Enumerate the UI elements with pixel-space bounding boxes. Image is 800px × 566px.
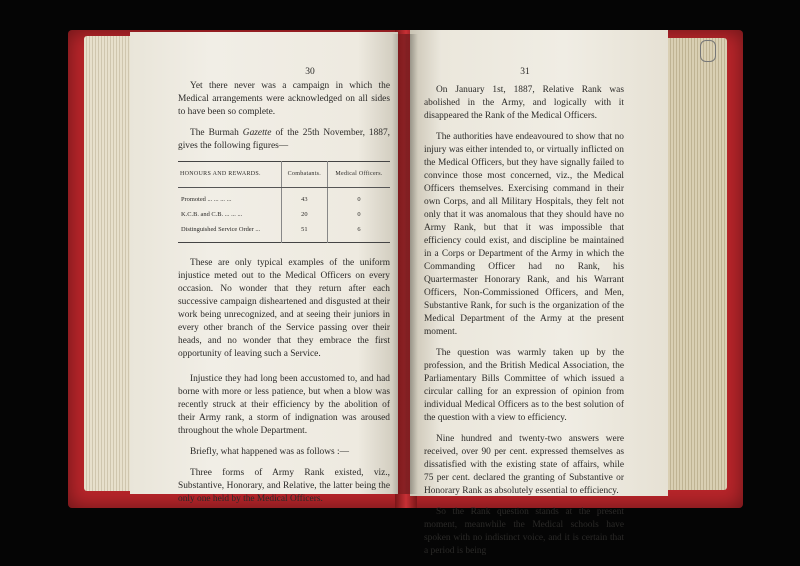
page-edges-left [84,36,134,491]
row-label: K.C.B. and C.B. ... ... ... [181,211,243,218]
row-label: Distinguished Service Order ... [181,226,261,233]
paragraph: Injustice they had long been accustomed to, and had borne with more or less patience, but when a blow was recently struck at their efficiency by the abolition of their Army rank, a storm of indignation was aroused throughout the whole Department. [178,374,390,436]
left-page-text [178,80,390,514]
table-row [178,222,390,243]
table-header-row [178,162,390,188]
paragraph: Three forms of Army Rank existed, viz., Substantive, Honorary, and Relative, the latter being the only one held by the Medical Officers. [178,468,390,504]
column-header: HONOURS AND REWARDS. [178,162,281,188]
gazette-intro-start: The Burmah [190,128,243,138]
paragraph: Yet there never was a campaign in which the Medical arrangements were acknowledged on all sides to have been so complete. [178,81,390,117]
combatants-cell: 20 [281,207,327,222]
table-row [178,207,390,222]
paragraph: Briefly, what happened was as follows :— [190,447,349,457]
medical-cell: 0 [328,188,390,208]
page-edges-right [665,38,727,490]
paragraph: The authorities have endeavoured to show that no injury was either intended to, or virtually inflicted on the Medical Officers, but they have signally failed to convince those most concerned, viz., the Medical Officers themselves. Exercising command in their own Corps, and all Military Hospitals, they felt not only that it was anomalous that they should have no Army Rank, but that it was impossible that efficiency could exist, and discipline be maintained in a Corps or Department of the Army in which the Commanding Officer had no Rank, his Quartermaster Honorary Rank, and his Warrant Officers, Non-Commissioned Officers, and Men, Substantive Rank, for such is the organization of the Medical Department of the Army at the present moment. [424,132,624,337]
gazette-intro [178,127,390,153]
right-page [410,30,668,556]
column-header: Medical Officers. [328,162,390,188]
gazette-intro-end: of the 25th November, 1887, gives the following figures— [178,128,391,151]
medical-cell: 6 [328,222,390,243]
right-page-text [424,84,624,566]
paragraph: The question was warmly taken up by the profession, and the British Medical Association, the Parliamentary Bills Committee of which issued a circular calling for an expression of opinion from individual Medical Officers as to the best solution of the question with a view to efficiency. [424,348,624,423]
paragraph: These are only typical examples of the uniform injustice meted out to the Medical Officers on every occasion. No wonder that they return after each successive campaign disheartened and disgusted at their work being unrecognized, and at seeing their juniors in every other branch of the Service passing over their heads, and no wonder that they embrace the first opportunity of leaving such a Service. [178,258,390,359]
table-row [178,188,390,208]
row-label: Promoted ... ... ... ... [181,196,232,203]
paragraph: So the Rank question stands at the present moment, meanwhile the Medical schools have spoken with no indistinct voice, and it is certain that a period is being [424,507,624,556]
paragraph: Nine hundred and twenty-two answers were received, over 90 per cent. expressed themselves as dissatisfied with the existing state of affairs, while 75 per cent. declared the granting of Substantive or Honorary Rank as absolutely essential to efficiency. [424,434,624,496]
medical-cell: 0 [328,207,390,222]
combatants-cell: 43 [281,188,327,208]
honours-table [178,161,390,243]
page-number: 30 [305,67,315,77]
column-header: Combatants. [281,162,327,188]
gutter-shadow [392,34,418,494]
combatants-cell: 51 [281,222,327,243]
left-page [130,32,398,504]
page-number: 31 [520,67,530,77]
paragraph: On January 1st, 1887, Relative Rank was abolished in the Army, and logically with it disappeared the Rank of the Medical Officers. [424,85,624,121]
bookmark-ribbon [700,40,716,62]
gazette-title: Gazette [242,128,272,138]
